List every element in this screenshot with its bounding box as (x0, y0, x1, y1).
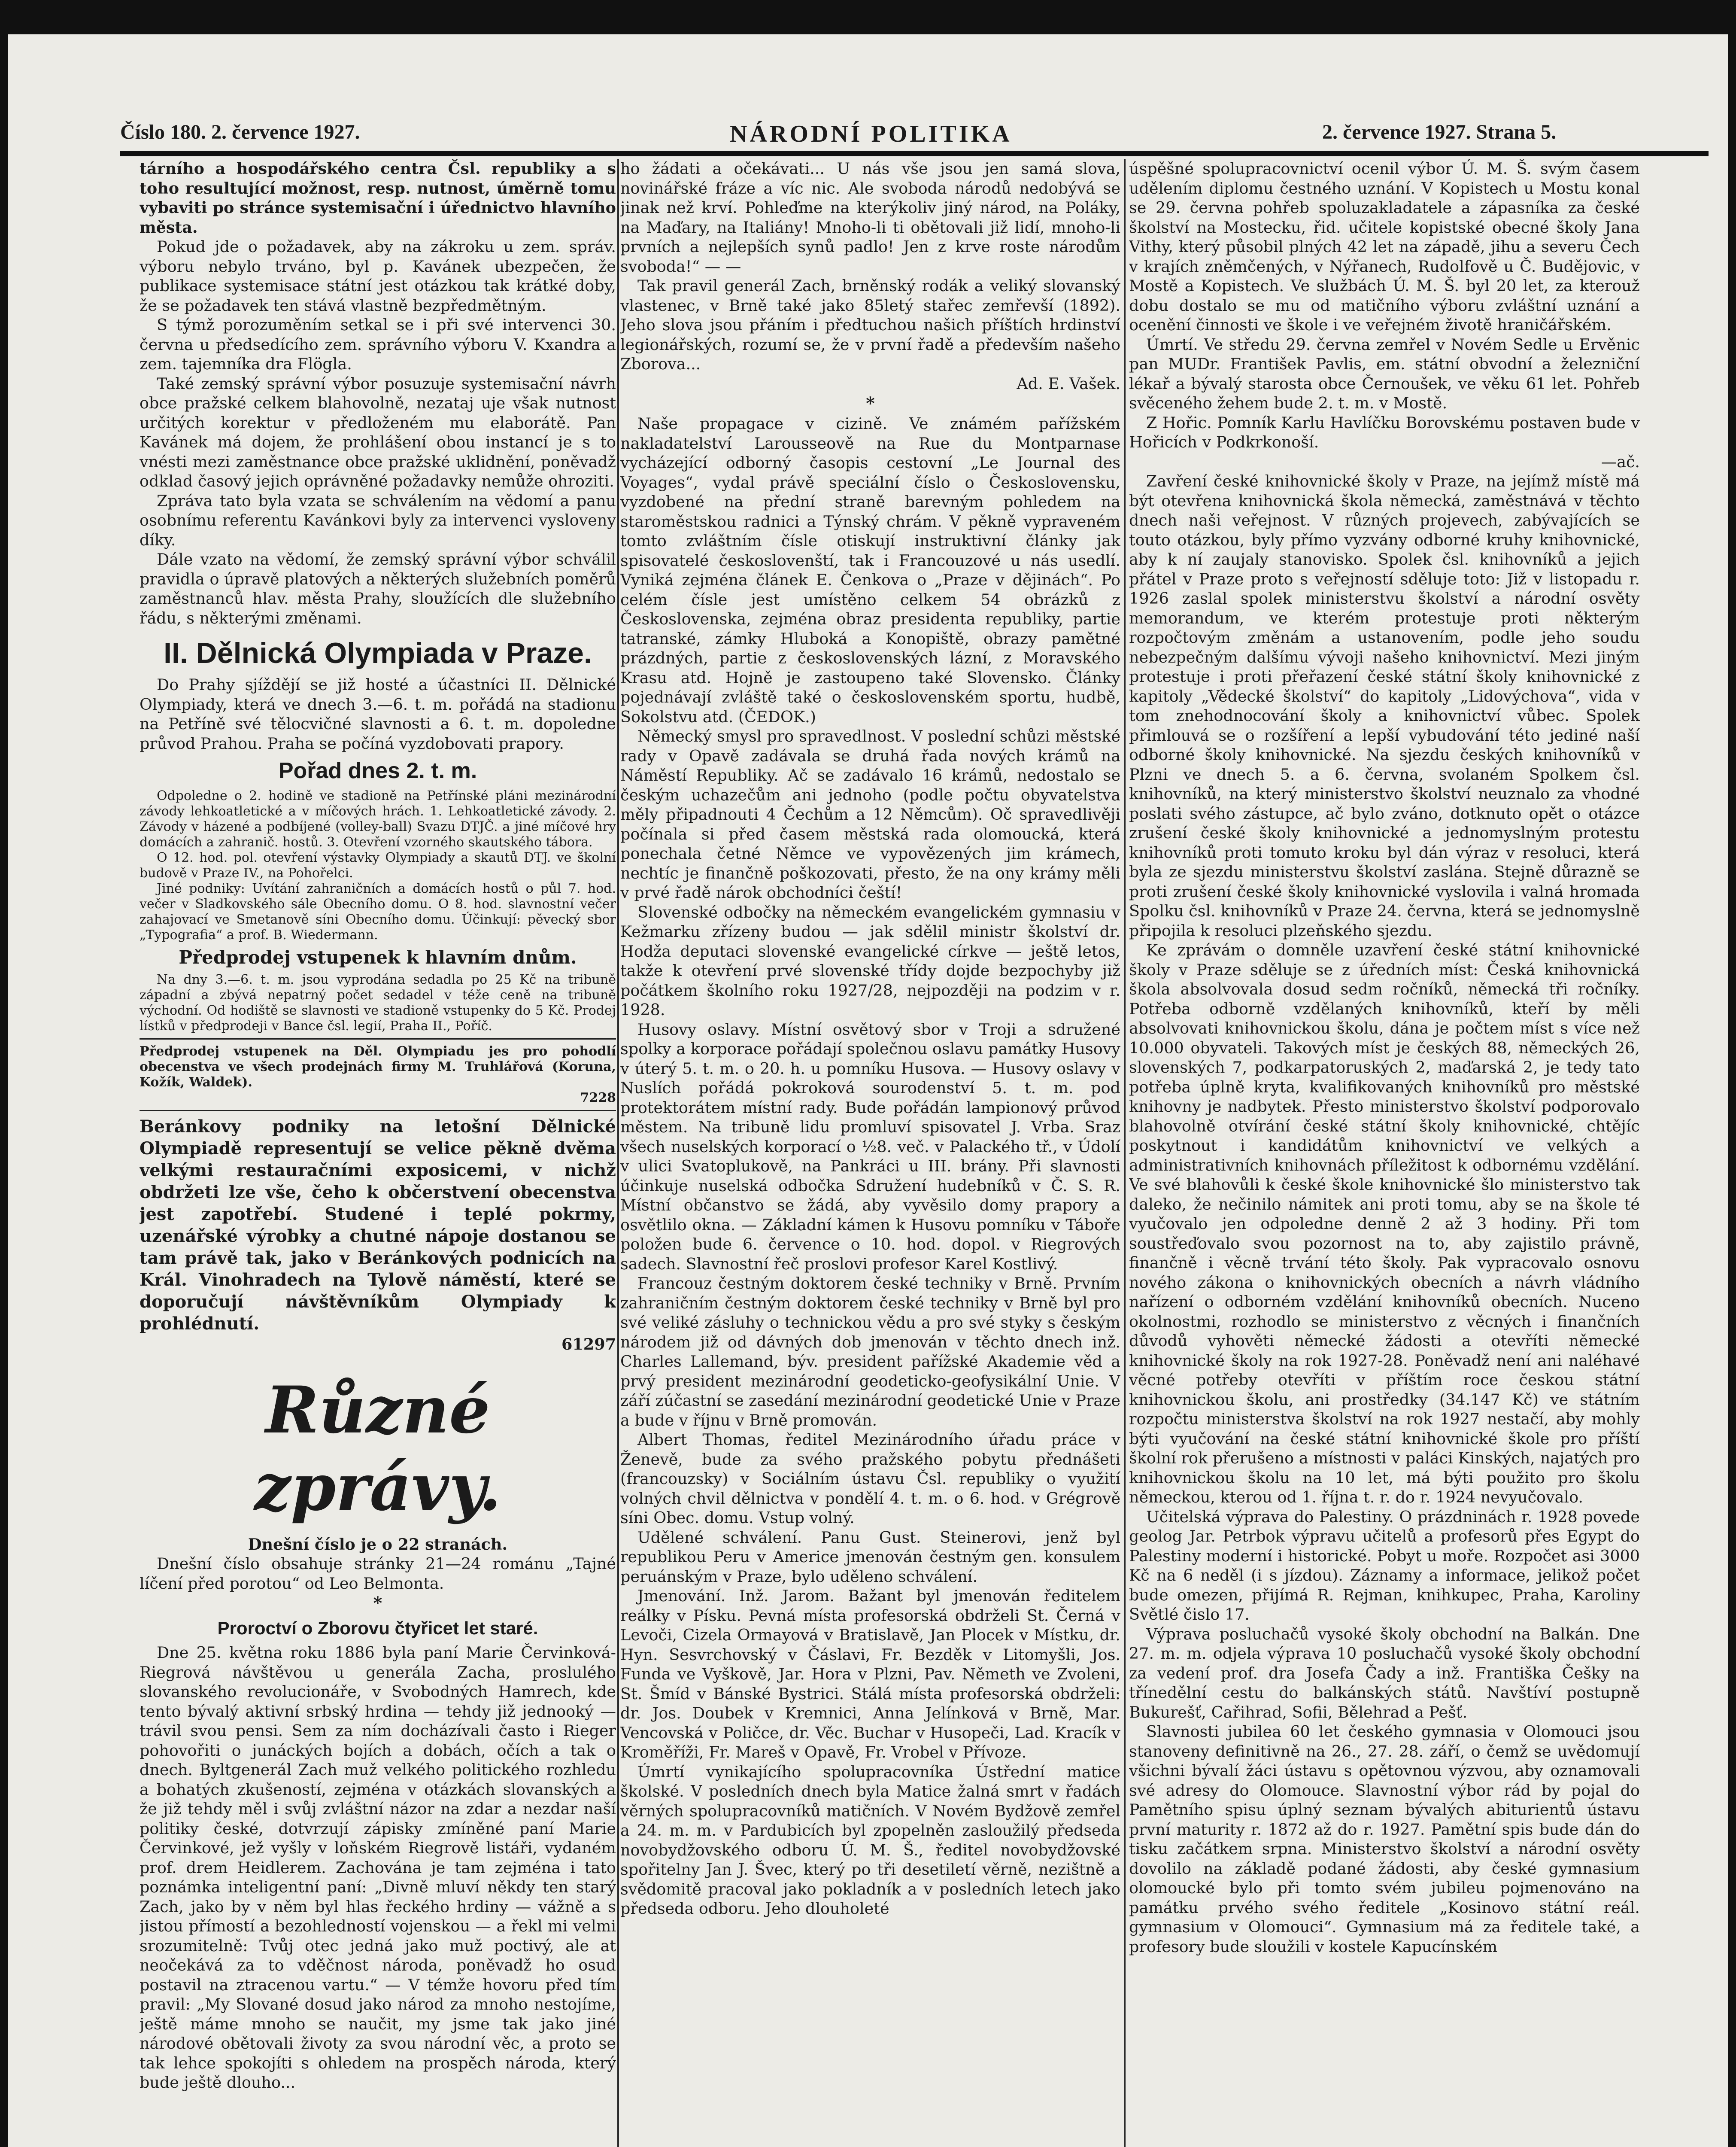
news-item: úspěšné spolupracovnictví ocenil výbor Ú. M. Š. svým časem udělením diplomu čestného uznání. V Kopistech u Mostu konal se 29. června pohřeb spoluzakladatele a zápasníka za české školství na Mostecku, řid. učitele kopistské obecné školy Jana Vithy, který působil plných 42 let na západě, jihu a severu Čech v krajích zněmčených, v Nýřanech, Rudolfově u Č. Budějovic, v Mostě a Kopistech. Ve službách Ú. M. Š. byl 20 let, za kterouž dobu dostalo se mu od matičního výboru zvláštní uznání a ocenění činnosti ve škole i ve veřejném životě hraničářském. (1129, 159, 1640, 334)
author-signature: Ad. E. Vašek. (1017, 374, 1120, 393)
article-paragraph: Dnešní číslo obsahuje stránky 21—24 románu „Tajné líčení před porotou“ od Leo Belmonta. (140, 1554, 616, 1593)
dnesni-cislo-heading: Dnešní číslo je o 22 stranách. (248, 1535, 508, 1554)
newspaper-title: NÁRODNÍ POLITIKA (730, 121, 1012, 147)
headline-zborov: Proroctví o Zborovu čtyřicet let staré. (217, 1618, 538, 1638)
column-divider (617, 159, 619, 2147)
subheadline-predprodej: Předprodej vstupenek k hlavním dnům. (179, 947, 577, 968)
issue-date-left: Číslo 180. 2. července 1927. (120, 121, 360, 143)
news-item: Ke zprávám o domněle uzavření české státní knihovnické školy v Praze sděluje se z úředních míst: Česká knihovnická škola absolvovala dosud sedm ročníků, německá tři ročníky. Potřeba odborně vzdělaných knihovníků, kteří by měli absolvovati knihovnickou školu, dána je počtem míst s více než 10.000 obyvateli. Takových míst je českých 88, německých 26, slovenských 7, podkarpatoruských 2, maďarská 2, je tedy tato potřeba úplně kryta, kvalifikovaných knihovníků pro městské knihovny je nadbytek. Přesto ministerstvo školství podporovalo blahovolně otvírání české státní školy knihovnické, chtějíc poskytnout i kandidátům knihovnictví ve velkých a administrativních knihovnách příležitost k odbornému vzdělání. Ve své blahovůli k české škole knihovnické šlo ministerstvo tak daleko, že nečinilo námitek ani proti tomu, aby se na škole té vyučovalo jen odpoledne denně 2 až 3 hodiny. Při tom soustřeďovalo svou pozornost na to, aby zajistilo právně, finančně i věcně trvání této školy. Pak vypracovalo osnovu nového zákona o knihovnických obecních a návrh vládního nařízení o odborném vzdělání knihovníků obecních. Nuceno okolnostmi, rozhodlo se ministerstvo z věcných i finančních důvodů vyhověti německé žádosti a otevříti německé knihovnické školy na rok 1927-28. Poněvadž není ani naléhavé věcné potřeby otevříti v příštím roce českou státní knihovnickou školu, ani prostředky (34.147 Kč) ve státním rozpočtu ministerstva školství na rok 1927 nestačí, aby mohly býti vyučování na české státní knihovnické škole pro příští školní rok přerušeno a místnosti v paláci Kinských, najatých pro knihovnickou školu na 10 let, má býti použito pro školu německou, kterou od 1. října t. r. do r. 1924 nevyučovalo. (1129, 941, 1640, 1506)
article-paragraph: Zpráva tato byla vzata se schválením na vědomí a panu osobnímu referentu Kavánkovi byly za intervenci vysloveny díky. (140, 491, 616, 549)
divider (140, 1038, 616, 1040)
news-item: Z Hořic. Pomník Karlu Havlíčku Borovskému postaven bude v Hořicích v Podkrkonoší. (1129, 413, 1640, 451)
notice-number: 7228 (580, 1090, 616, 1105)
article-paragraph: S týmž porozuměním setkal se i při své intervenci 30. června u předsedícího zem. správního výboru V. Kxandra a zem. tajemníka dra Flögla. (140, 316, 616, 373)
divider (140, 1110, 616, 1111)
headline-olympiada: II. Dělnická Olympiada v Praze. (164, 637, 592, 669)
subheadline-porad: Pořad dnes 2. t. m. (278, 758, 477, 783)
article-paragraph: Dále vzato na vědomí, že zemský správní výbor schválil pravidla o úpravě platových a některých služebních poměrů zaměstnanců hlav. města Prahy, sloužících dle služebního řádu, s některými změnami. (140, 550, 616, 627)
news-item: Zavření české knihovnické školy v Praze, na jejímž místě má být otevřena knihovnická škola německá, zaměstnává v těchto dnech naši veřejnost. V různých projevech, zabývajících se touto otázkou, byly přímo vyzvány odborné kruhy knihovnické, aby k ní zaujaly stanovisko. Spolek čsl. knihovníků a jejich přátel v Praze proto s veřejností sděluje toto: Již v listopadu r. 1926 zaslal spolek ministerstvu školství a národní osvěty memorandum, ve kterém protestuje proti některým rozpočtovým změnám a ustanovením, podle jeho soudu nebezpečným dalšímu vývoji našeho knihovnictví. Mezi jiným protestuje i proti přeřazení české státní školy knihovnické z kapitoly „Vědecké školství“ do kapitoly „Lidovýchova“, vida v tom znehodnocování školy a knihovnictví vůbec. Spolek přimlouvá se o rozšíření a lepší vybudování této jediné naší odborné školy knihovnické. Na sjezdu českých knihovníků v Plzni ve dnech 5. a 6. června, svolaném Spolkem čsl. knihovníků, na který ministerstvo školství neuznalo za vhodné poslati svého zástupce, ač bylo zváno, dotknuto opět o otázce zrušení české školy knihovnické a jednomyslným protestu knihovníků proti tomuto kroku byl dán výraz v resoluci, která byla ze sjezdu ministerstvu školství zaslána. Stejně důrazně se proti zrušení české školy knihovnické vyslovila i valná hromada Spolku čsl. knihovníků v Praze 24. června, která se jednomyslně připojila k resoluci plzeňského sjezdu. (1129, 472, 1640, 940)
news-item: Slovenské odbočky na německém evangelickém gymnasiu v Kežmarku zřízeny budou — jak sdělil ministr školství dr. Hodža deputaci slovenské evangelické církve — ještě letos, takže k otevření prvé slovenské třídy dojde bezpochyby již počátkem školního roku 1927/28, nejpozději na podzim v r. 1928. (620, 903, 1120, 1019)
news-item: Učitelská výprava do Palestiny. O prázdninách r. 1928 povede geolog Jar. Petrbok výpravu učitelů a profesorů přes Egypt do Palestiny moderní i historické. Pobyt u moře. Rozpočet asi 3000 Kč na 6 neděl (i s jízdou). Záznamy a informace, jelikož počet bude omezen, přijímá R. Rejman, knihkupec, Praha, Karoliny Světlé čislo 17. (1129, 1507, 1640, 1624)
article-paragraph: ho žádati a očekávati... U nás vše jsou jen samá slova, novinářské fráze a víc nic. Ale svoboda národů nedobývá se jinak než krví. Pohleďme na kterýkoliv jiný národ, na Poláky, na Maďary, na Italiány! Mnoho-li ti obětovali již lidí, mnoho-li prvních a nejlepších synů padlo! Jen z krve roste národům svoboda!“ — — (620, 159, 1120, 276)
scan-border-top (0, 0, 1736, 34)
news-item: Výprava posluchačů vysoké školy obchodní na Balkán. Dne 27. m. m. odjela výprava 10 posluchačů vysoké školy obchodní za vedení prof. dra Josefa Čady a inž. Františka Češky na třínedělní cestu do balkánských států. Navštíví postupně Bukurešť, Cařihrad, Sofii, Bělehrad a Pešť. (1129, 1624, 1640, 1721)
date-page-right: 2. července 1927. Strana 5. (1322, 121, 1557, 143)
article-paragraph: tárního a hospodářského centra Čsl. republiky a s toho resultující možnost, resp. nutnost, úměrně tomu vybaviti po stránce systemisační i úřednictvo hlavního města. (140, 159, 616, 237)
column-divider (1124, 159, 1126, 2147)
separator-asterisk: * (373, 1593, 382, 1613)
article-paragraph: Jiné podniky: Uvítání zahraničních a domácích hostů o půl 7. hod. večer v Sladkovského sále Obecního domu. O 8. hod. slavnostní večer zahajovací ve Smetanově síni Obecního domu. Účinkují: pěvecký sbor „Typografia“ a prof. B. Wiedermann. (140, 881, 616, 943)
column-2 (620, 159, 1120, 2147)
news-item: Slavnosti jubilea 60 let českého gymnasia v Olomouci jsou stanoveny definitivně na 26., 27. 28. září, o čemž se uvědomují všichni bývalí žáci ústavu s opětovnou výzvou, aby oznamovali své adresy do Olomouce. Slavnostní výbor rád by pojal do Pamětního spisu úplný seznam bývalých abiturientů ústavu první maturity r. 1872 až do r. 1927. Pamětní spis bude dán do tisku začátkem srpna. Ministerstvo školství a národní osvěty dovolilo na základě podané žádosti, aby české gymnasium olomoucké bylo při tomto svém jubileu pojmenováno na památku prvého svého ředitele „Kosinovo státní reál. gymnasium v Olomouci“. Gymnasium má za ředitele také, a profesory bude sloužili v kostele Kapucínském (1129, 1722, 1640, 1956)
column-1 (140, 159, 616, 2147)
column-3 (1129, 159, 1640, 2147)
news-item: Francouz čestným doktorem české techniky v Brně. Prvním zahraničním čestným doktorem české techniky v Brně byl pro své veliké zásluhy o technickou vědu a pro své styky s českým národem již od dávných dob jmenován v těchto dnech inž. Charles Lallemand, býv. president pařížské Akademie věd a prvý president mezinárodní geodeticko-geofysikální Unie. V září zúčastní se zasedání mezinárodní geodetické Unie v Praze a bude v říjnu v Brně promován. (620, 1274, 1120, 1429)
news-item: Německý smysl pro spravedlnost. V poslední schůzi městské rady v Opavě zadávala se druhá řada nových krámů na Náměstí Republiky. Ač se zadávalo 16 krámů, nedostalo se českým uchazečům ani jednoho (podle počtu obyvatelstva měly připadnouti 4 Čechům a 12 Němcům). Oč spravedlivěji počínala si před časem městská rada olomoucká, která ponechala četné Němce ve vypovězených jim krámech, nechtíc je finančně poškozovati, přesto, že na ony krámy měli v prvé řadě nárok obchodníci čeští! (620, 727, 1120, 902)
separator-asterisk: * (866, 393, 875, 414)
header-rule (120, 151, 1709, 156)
news-item: Albert Thomas, ředitel Mezinárodního úřadu práce v Ženevě, bude za svého pražského pobytu přednášeti (francouzsky) v Sociálním ústavu Čsl. republiky o využití volných chvil dělnictva v pondělí 4. t. m. o 6. hod. v Grégrově síni Obec. domu. Vstup volný. (620, 1430, 1120, 1527)
scan-border-left (0, 0, 8, 2147)
article-paragraph: Odpoledne o 2. hodině ve stadioně na Petřínské pláni mezinárodní závody lehkoatletické a v míčových hrách. 1. Lehkoatletické závody. 2. Závody v házené a podbíjené (volley-ball) Svazu DTJČ. a jiné míčové hry domácích a zahranič. hostů. 3. Otevření vzorného skautského tábora. (140, 788, 616, 850)
advertisement-number: 61297 (561, 1335, 616, 1353)
article-paragraph: Dne 25. května roku 1886 byla paní Marie Červinková-Riegrová návštěvou u generála Zacha, proslulého slovanského revolucionáře, v Svobodných Hamrech, kde tento bývalý aktivní srbský hrdina — tehdy již jednooký — trávil svou pensi. Sem za ním docházívali často i Rieger pohovořiti o junáckých bojích a dobách, očích a tak o dnech. Byltgenerál Zach muž velkého politického rozhledu a bohatých zkušeností, zejména v otázkách slovanských a že již tehdy měl i svůj zvláštní názor na zdar a nezdar naší politiky české, dotvrzují zápisky zmíněné paní Marie Červinkové, jež vyšly v loňském Riegrově listáři, vydaném prof. drem Heidlerem. Zachována je tam zejména i tato poznámka inteligentní paní: „Divně mluví někdy ten starý Zach, jako by v něm byl hlas řeckého hrdiny — vážně a s jistou přímostí a bezohledností vojenskou — a řekl mi velmi srozumitelně: Tvůj otec jedná jako muž poctivý, ale at neočekává za to vděčnost národa, poněvadž ho osud postavil na ztracenou vartu.“ — V témže hovoru před tím pravil: „My Slované dosud jako národ za mnoho nestojíme, ještě máme mnoho se naučit, my jsme tak jako jiné národové obětovali životy za svou národní věc, a proto se tak lehce spokojíti s ohledem na prospěch národa, který bude ještě dlouho... (140, 1643, 616, 2092)
news-item: Úmrtí. Ve středu 29. června zemřel v Novém Sedle u Ervěnic pan MUDr. František Pavlis, em. státní obvodní a železniční lékař a bývalý starosta obce Černoušek, ve věku 61 let. Pohřeb svěceného žehem bude 2. t. m. v Mostě. (1129, 335, 1640, 412)
news-item: Husovy oslavy. Místní osvětový sbor v Troji a sdružené spolky a korporace pořádají společnou oslavu památky Husovy v úterý 5. t. m. o 20. h. u pomníku Husova. — Husovy oslavy v Nuslích pořádá pokroková sourodenství 5. t. m. pod protektorátem místní rady. Bude pořádán lampionový průvod městem. Na tribuně lidu promluví spisovatel J. Vrba. Sraz všech nuselských korporací o ½8. več. v Palackého tř., v Údolí v ulici Svatoplukově, na Pankráci u III. brány. Při slavnosti účinkuje nuselská odbočka Sdružení hudebníků v Č. S. R. Místní občanstvo se žádá, aby vyvěsilo domy prapory a osvětlilo okna. — Základní kámen k Husovu pomníku v Táboře položen bude 6. července o 10. hod. dopol. v Riegrových sadech. Slavnostní řeč proslovi profesor Karel Kostlivý. (620, 1020, 1120, 1273)
article-paragraph: Do Prahy sjíždějí se již hosté a účastníci II. Dělnické Olympiady, která ve dnech 3.—6. t. m. pořádá na stadionu na Petříně své tělocvičné slavnosti a 6. t. m. dopoledne průvod Prahou. Praha se počíná vyzdobovati prapory. (140, 675, 616, 753)
advertisement-text: Beránkovy podniky na letošní Dělnické Olympiadě representují se velice pěkně dvěma velkými restauračními exposicemi, v nichž obdržeti lze vše, čeho k občerstvení obecenstva jest zapotřebí. Studené i teplé pokrmy, uzenářské výrobky a chutné nápoje dostanou se tam právě tak, jako v Beránkových podnicích na Král. Vinohradech na Tylově náměstí, které se doporučují návštěvníkům Olympiady k prohlédnutí. (140, 1116, 616, 1334)
page-header (120, 120, 1709, 146)
article-paragraph: Na dny 3.—6. t. m. jsou vyprodána sedadla po 25 Kč na tribuně západní a zbývá nepatrný počet sedadel v téže ceně na tribuně východní. Od hodiště se slavnosti ve stadioně vstupenky do 5 Kč. Prodej lístků v předprodeji v Bance čsl. legií, Praha II., Poříč. (140, 972, 616, 1034)
article-paragraph: Pokud jde o požadavek, aby na zákroku u zem. správ. výboru nebylo trváno, byl p. Kavánek ubezpečen, že publikace systemisace státní jest otázkou tak krátké doby, že se požadavek ten stává vlastně bezpředmětným. (140, 237, 616, 315)
author-signature: —ač. (1601, 452, 1640, 471)
section-heading-ruzne-zpravy: Různé zprávy. (254, 1372, 501, 1525)
news-item: Naše propagace v cizině. Ve známém pařížském nakladatelství Larousseově na Rue du Montparnase vycházející odborný časopis cestovní „Le Journal des Voyages“, vydal právě speciální číslo o Československu, vyzdobené na přední straně barevným pohledem na staroměstskou radnici a Týnský chrám. V pěkně vypraveném tomto zvláštním čísle otiskují instruktivní články jak spisovatelé českoslovenští, tak i Francouzové u nás usedlí. Vyniká zejména článek E. Čenkova o „Praze v dějinách“. Po celém čísle jest umístěno celkem 54 obrázků z Československa, zejména obraz presidenta republiky, partie tatranské, zámky Hluboká a Konopiště, obrazy pamětné prázdných, partie z československých lázní, z Moravského Krasu atd. Hojně je zastoupeno také Slovensko. Články pojednávají zvláště také o československém sportu, hudbě, Sokolstvu atd. (ČEDOK.) (620, 414, 1120, 726)
news-item: Jmenování. Inž. Jarom. Bažant byl jmenován ředitelem reálky v Písku. Pevná místa profesorská obdrželi St. Černá v Levoči, Cizela Ormayová v Bratislavě, Jan Plocek v Místku, dr. Hyn. Sesvrchovský v Čáslavi, Fr. Bezděk v Litomyšli, Jos. Funda ve Vyškově, Jar. Hora v Plzni, Pav. Němeth ve Zvoleni, St. Šmíd v Bánské Bystrici. Stálá místa profesorská obdrželi: dr. Jos. Doubek v Kremnici, Anna Jelínková v Brně, Mar. Vencovská v Poličce, dr. Věc. Buchar v Husopeči, Lad. Kracík v Kroměříži, Fr. Mareš v Opavě, Fr. Vrobel v Přívoze. (620, 1587, 1120, 1761)
scan-border-right (1728, 0, 1736, 2147)
news-item: Úmrtí vynikajícího spolupracovníka Ústřední matice školské. V posledních dnech byla Matice žalná smrt v řadách věrných spolupracovníků matičních. V Novém Bydžově zemřel a 24. m. m. v Pardubicích byl zpopelněn zasloužilý předseda novobydžovského odboru Ú. M. Š., ředitel novobydžovské spořitelny Jan J. Švec, který po tři desetiletí věrně, nezištně a svědomitě pracoval jako pokladník a v posledních letech jako předseda odboru. Jeho dlouholeté (620, 1762, 1120, 1918)
article-paragraph: Také zemský správní výbor posuzuje systemisační návrh obce pražské celkem blahovolně, nezataj uje však nutnost určitých korektur v předloženém mu elaborátě. Pan Kavánek má dojem, že prohlášení obou instancí je s to vnésti mezi zaměstnance obce pražské uklidnění, poněvadž odklad časový jejich oprávněné požadavky nemůže ohroziti. (140, 374, 616, 490)
notice-text: Předprodej vstupenek na Děl. Olympiadu jes pro pohodlí obecenstva ve všech prodejnách firmy M. Truhlářová (Koruna, Kožík, Waldek). (140, 1044, 616, 1090)
article-paragraph: O 12. hod. pol. otevření výstavky Olympiady a skautů DTJ. ve školní budově v Praze IV., na Pohořelci. (140, 850, 616, 881)
news-item: Udělené schválení. Panu Gust. Steinerovi, jenž byl republikou Peru v Americe jmenován čestným gen. konsulem peruánským v Praze, bylo uděleno schválení. (620, 1528, 1120, 1586)
article-paragraph: Tak pravil generál Zach, brněnský rodák a veliký slovanský vlastenec, v Brně také jako 85letý stařec zemřevší (1892). Jeho slova jsou přáním i předtuchou našich příštích hrdinství legionářských, rozumí se, že v první řadě a především našeho Zborova... (620, 277, 1120, 373)
